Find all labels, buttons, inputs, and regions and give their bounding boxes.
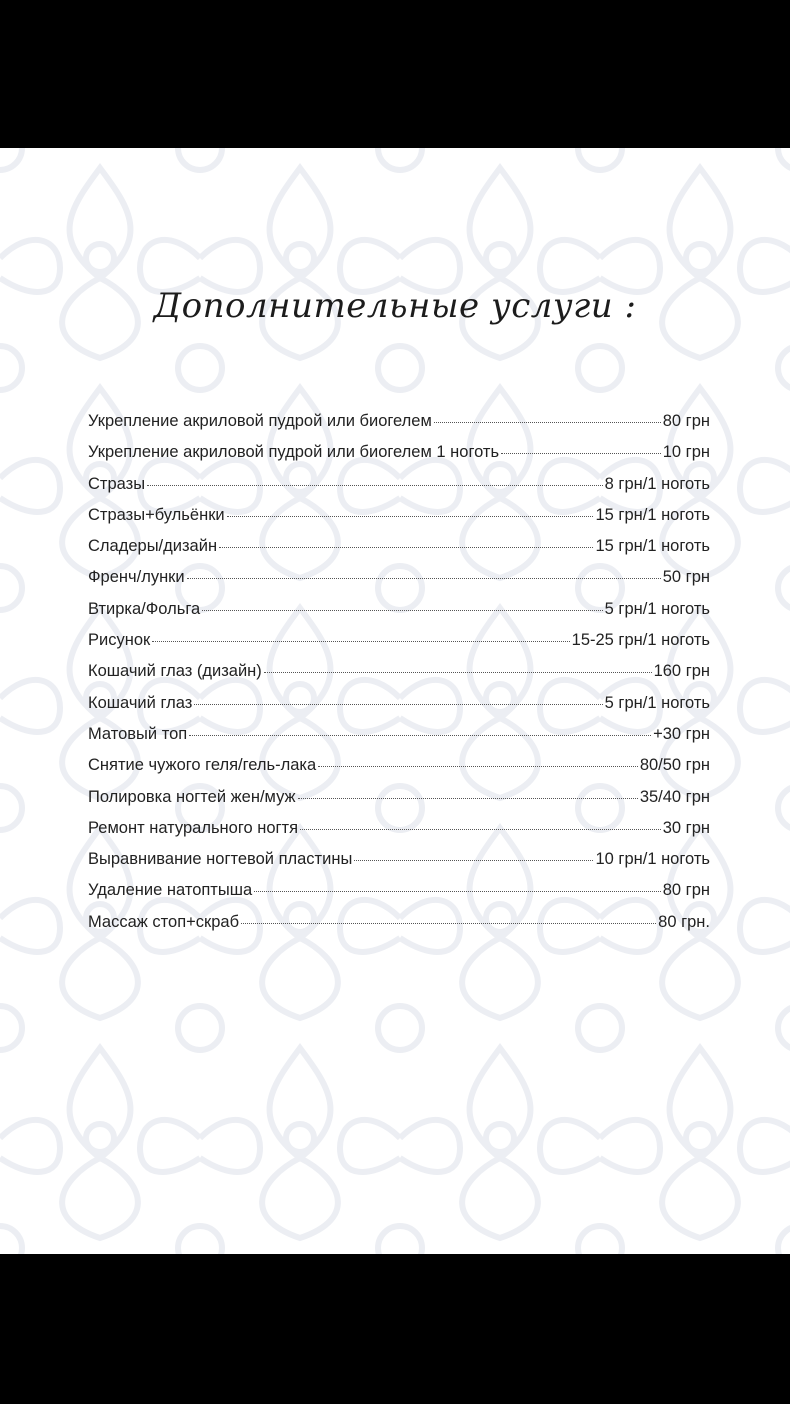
service-price: 30 грн xyxy=(662,818,710,837)
dot-leader xyxy=(354,860,593,861)
dot-leader xyxy=(318,766,638,767)
service-row xyxy=(88,631,710,662)
service-row xyxy=(88,475,710,506)
service-name: Укрепление акриловой пудрой или биогелем xyxy=(88,412,432,430)
dot-leader xyxy=(241,923,656,924)
service-row xyxy=(88,913,710,944)
price-list-page xyxy=(0,148,790,1254)
service-row xyxy=(88,537,710,568)
service-price: +30 грн xyxy=(653,724,710,743)
service-name: Ремонт натурального ногтя xyxy=(88,818,299,837)
service-row xyxy=(88,412,710,443)
service-name: Полировка ногтей жен/муж xyxy=(88,787,296,806)
dot-leader xyxy=(264,672,652,673)
service-price: 50 грн xyxy=(662,568,710,587)
dot-leader xyxy=(219,547,593,548)
dot-leader xyxy=(254,891,661,892)
service-price: 8 грн/1 ноготь xyxy=(604,474,710,493)
service-price: 80/50 грн xyxy=(639,756,710,775)
service-price: 15 грн/1 ноготь xyxy=(595,537,710,556)
service-name: Удаление натоптыша xyxy=(88,881,253,900)
dot-leader xyxy=(189,735,651,736)
service-name: Снятие чужого геля/гель-лака xyxy=(88,756,317,775)
service-row xyxy=(88,568,710,599)
bottom-black-bar xyxy=(0,1254,790,1404)
service-price: 10 грн xyxy=(662,443,710,462)
service-name: Матовый топ xyxy=(88,724,188,743)
service-name: Френч/лунки xyxy=(88,568,185,587)
dot-leader xyxy=(501,453,661,454)
service-row xyxy=(88,662,710,693)
service-price: 80 грн xyxy=(662,412,710,430)
dot-leader xyxy=(298,798,638,799)
service-name: Укрепление акриловой пудрой или биогелем 1 ноготь xyxy=(88,443,500,462)
services-list xyxy=(88,412,710,944)
service-name: Массаж стоп+скраб xyxy=(88,912,240,931)
service-name: Втирка/Фольга xyxy=(88,599,201,618)
service-row xyxy=(88,881,710,912)
page-title: Дополнительные услуги : xyxy=(153,286,637,326)
dot-leader xyxy=(300,829,661,830)
service-row xyxy=(88,506,710,537)
service-price: 160 грн xyxy=(653,662,710,681)
dot-leader xyxy=(434,422,661,423)
service-price: 15-25 грн/1 ноготь xyxy=(571,631,710,650)
service-price: 5 грн/1 ноготь xyxy=(604,693,710,712)
service-row xyxy=(88,788,710,819)
service-row xyxy=(88,443,710,474)
service-row xyxy=(88,756,710,787)
dot-leader xyxy=(152,641,569,642)
dot-leader xyxy=(187,578,661,579)
service-price: 15 грн/1 ноготь xyxy=(595,505,710,524)
service-name: Кошачий глаз xyxy=(88,693,193,712)
service-row xyxy=(88,725,710,756)
service-name: Стразы xyxy=(88,474,146,493)
dot-leader xyxy=(227,516,594,517)
top-black-bar xyxy=(0,0,790,148)
dot-leader xyxy=(194,704,602,705)
service-row xyxy=(88,850,710,881)
service-price: 35/40 грн xyxy=(639,787,710,806)
dot-leader xyxy=(202,610,603,611)
service-price: 80 грн. xyxy=(658,912,710,931)
service-price: 5 грн/1 ноготь xyxy=(604,599,710,618)
service-name: Стразы+бульёнки xyxy=(88,505,225,524)
service-name: Сладеры/дизайн xyxy=(88,537,218,556)
service-row xyxy=(88,819,710,850)
service-row xyxy=(88,600,710,631)
service-name: Рисунок xyxy=(88,631,151,650)
service-price: 10 грн/1 ноготь xyxy=(595,850,710,869)
dot-leader xyxy=(147,485,603,486)
service-name: Выравнивание ногтевой пластины xyxy=(88,850,353,869)
service-price: 80 грн xyxy=(662,881,710,900)
service-name: Кошачий глаз (дизайн) xyxy=(88,662,262,681)
service-row xyxy=(88,694,710,725)
